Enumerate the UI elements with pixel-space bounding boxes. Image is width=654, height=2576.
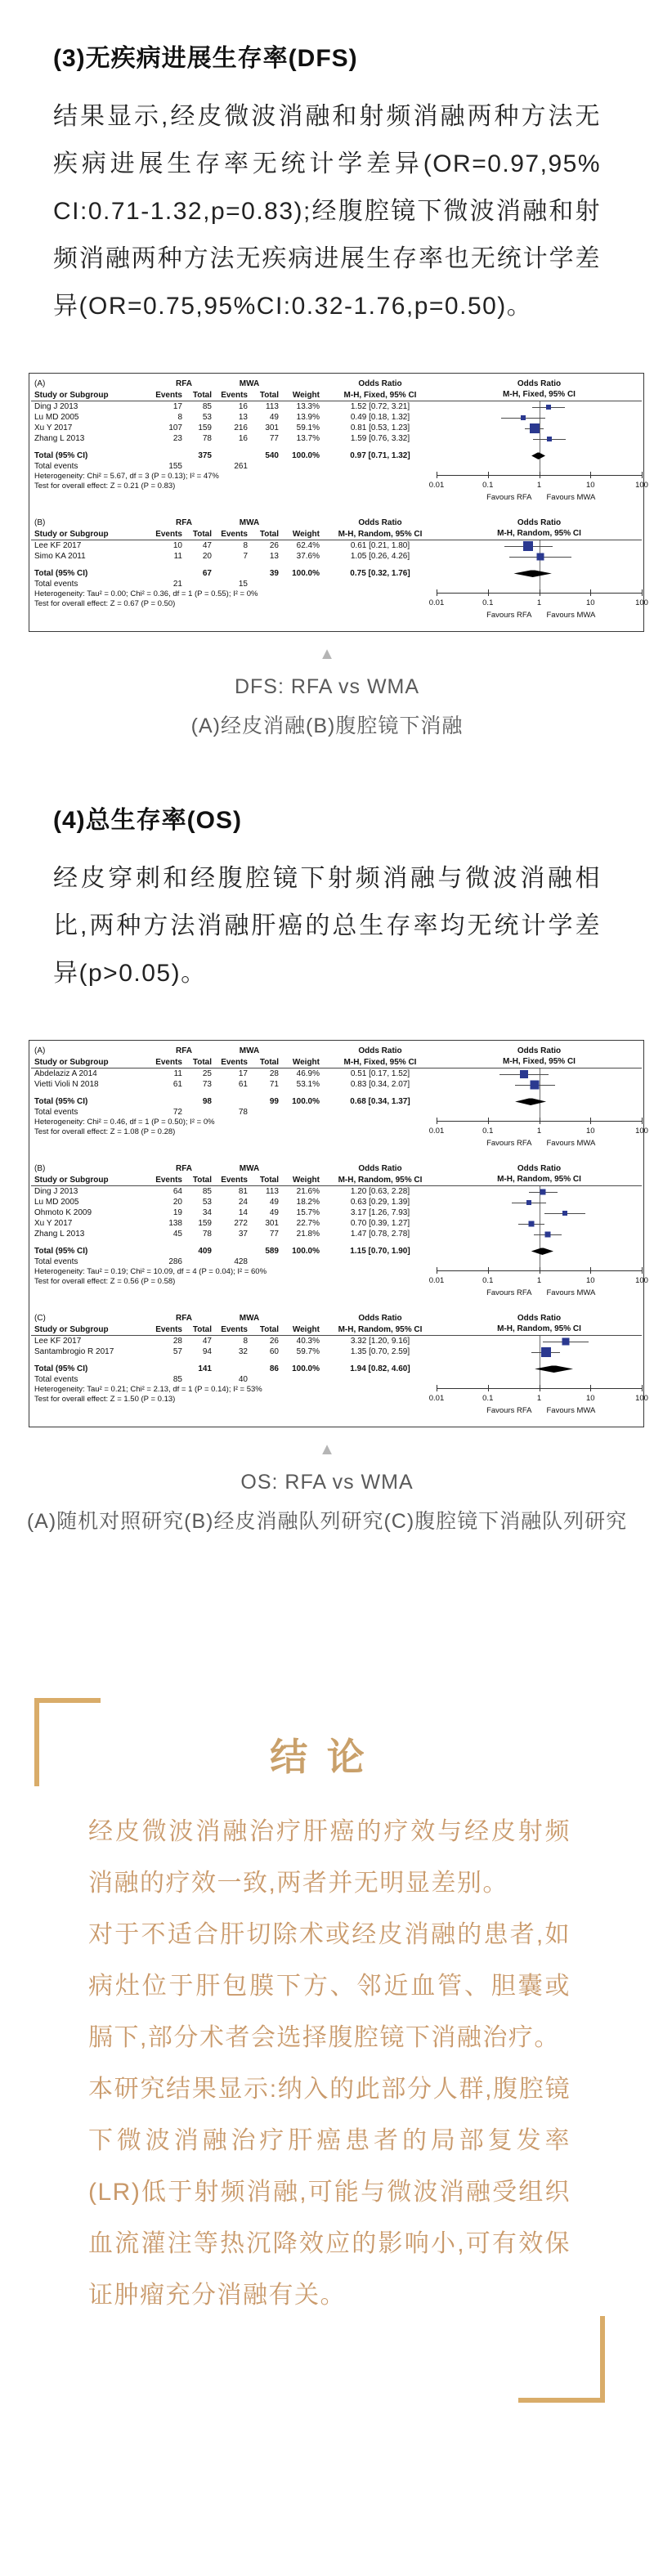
favours-labels [437,611,642,620]
favours-right-label: Favours MWA [546,1406,596,1415]
axis-tick-label: 1 [536,1127,542,1136]
study-name: Ohmoto K 2009 [34,1208,92,1217]
axis-tick-label: 1 [536,481,542,490]
favours-left-label: Favours RFA [486,1406,532,1415]
study-name: Vietti Violi N 2018 [34,1080,99,1089]
panel-label: (B) [34,1164,46,1173]
pooled-diamond-marker [531,1248,553,1255]
total-events-row: Total events 286 428 [31,1257,642,1267]
panel-header-groups: (A) RFA MWA Odds Ratio Odds Ratio [31,379,642,389]
axis-tick-label: 0.01 [428,1276,445,1285]
favours-right-label: Favours MWA [546,493,596,502]
study-name: Simo KA 2011 [34,552,86,561]
overall-effect-text: Test for overall effect: Z = 1.08 (P = 0.28) [34,1127,176,1136]
or-ci-text: 3.32 [1.20, 9.16] [350,1337,410,1346]
overall-effect-text: Test for overall effect: Z = 0.56 (P = 0.58) [34,1277,176,1286]
conclusion-paragraph-3: 本研究结果显示:纳入的此部分人群,腹腔镜下微波消融治疗肝癌患者的局部复发率(LR)低于射频消融,可能与微波消融受组织血流灌注等热沉降效应的影响小,可有效保证肿瘤充分消融有关。 [88,2076,571,2309]
conclusion-paragraph-1: 经皮微波消融治疗肝癌的疗效与经皮射频消融的疗效一致,两者并无明显差别。 [88,1818,571,1897]
study-name: Lee KF 2017 [34,541,82,550]
or-ci-text: 1.05 [0.26, 4.26] [350,552,410,561]
dfs-forest-plot-figure [29,373,648,632]
or-square-marker [526,1200,531,1205]
or-ci-text: 0.70 [0.39, 1.27] [350,1219,410,1228]
log-axis [428,1267,648,1305]
axis-tick-label: 1 [536,598,542,607]
axis-tick [642,1385,643,1391]
axis-tick [590,1385,591,1391]
favours-left-label: Favours RFA [486,1288,532,1297]
os-caption-subtitle: (A)随机对照研究(B)经皮消融队列研究(C)腹腔镜下消融队列研究 [26,1510,628,1533]
or-square-marker [536,553,544,560]
axis-tick [488,1385,489,1391]
forest-study-row: Lee KF 2017 28 47 8 26 40.3% 3.32 [1.20, 9.16] [31,1336,642,1346]
pooled-diamond-marker [515,1098,546,1105]
group1-header: RFA [176,379,192,388]
forest-study-row: Vietti Violi N 2018 61 73 61 71 53.1% 0.83 [0.34, 2.07] [31,1079,642,1090]
method-header: M-H, Fixed, 95% CI [343,390,417,400]
study-name: Zhang L 2013 [34,434,85,443]
corner-bracket-bottom-right-icon [518,2316,605,2403]
overall-effect-text: Test for overall effect: Z = 0.67 (P = 0.50) [34,599,176,608]
axis-tick-label: 10 [585,598,595,607]
or-square-marker [541,1347,551,1357]
study-name: Xu Y 2017 [34,1219,73,1228]
study-name: Santambrogio R 2017 [34,1347,114,1356]
favours-right-label: Favours MWA [546,1288,596,1297]
os-caption-title: OS: RFA vs WMA [240,1471,414,1494]
pooled-diamond-marker [513,570,551,577]
or-square-marker [546,405,551,410]
favours-labels [437,1139,642,1148]
effect-header: Odds Ratio [358,1164,402,1173]
panel-header-groups: (A) RFA MWA Odds Ratio Odds Ratio [31,1046,642,1056]
os-figure-caption [0,1440,654,1534]
forest-study-row: Ohmoto K 2009 19 34 14 49 15.7% 3.17 [1.26, 7.93] [31,1207,642,1218]
group2-header: MWA [239,379,260,388]
total-events-row: Total events 155 261 [31,461,642,472]
triangle-up-icon: ▲ [319,645,335,663]
or-ci-text: 0.49 [0.18, 1.32] [350,413,410,422]
favours-labels [437,493,642,502]
or-square-marker [562,1337,570,1345]
forest-panel-a [31,379,648,509]
study-column-header: Study or Subgroup [34,1057,109,1067]
axis-tick [488,1118,489,1124]
or-square-marker [562,1211,567,1216]
triangle-up-icon: ▲ [319,1440,335,1458]
axis-tick [590,1267,591,1274]
or-ci-text: 1.52 [0.72, 3.21] [350,402,410,411]
study-name: Abdelaziz A 2014 [34,1069,97,1078]
pooled-diamond-marker [531,452,545,459]
axis-tick-label: 0.1 [482,1276,494,1285]
forest-panel-c [31,1313,648,1422]
panel-header-groups: (B) RFA MWA Odds Ratio Odds Ratio [31,1163,642,1174]
axis-tick [488,1267,489,1274]
forest-study-row: Ding J 2013 64 85 81 113 21.6% 1.20 [0.63, 2.28] [31,1186,642,1197]
os-forest-plot-figure [29,1040,648,1427]
section-os-paragraph: 经皮穿刺和经腹腔镜下射频消融与微波消融相比,两种方法消融肝癌的总生存率均无统计学差异(p>0.05)。 [53,865,601,987]
or-ci-text: 3.17 [1.26, 7.93] [350,1208,410,1217]
axis-tick [590,1118,591,1124]
method-header: M-H, Fixed, 95% CI [343,1057,417,1067]
axis-tick-label: 0.1 [482,1394,494,1403]
axis-tick-label: 0.01 [428,481,445,490]
favours-labels [437,1288,642,1297]
axis-tick-label: 10 [585,481,595,490]
panel-header-columns: Study or Subgroup Events Total Events Total Weight M-H, Fixed, 95% CI M-H, Fixed, 95% CI [31,389,642,401]
total-row: Total (95% CI) 409 589 100.0% 1.15 [0.70, 1.90] [31,1246,642,1257]
axis-tick [642,1118,643,1124]
section-os-heading: (4)总生存率(OS) [53,807,242,834]
effect-header: Odds Ratio [358,1314,402,1323]
study-name: Ding J 2013 [34,402,78,411]
axis-tick-label: 0.1 [482,481,494,490]
dfs-caption-title: DFS: RFA vs WMA [234,675,420,698]
or-ci-text: 1.35 [0.70, 2.59] [350,1347,410,1356]
overall-effect-text: Test for overall effect: Z = 1.50 (P = 0.13) [34,1395,176,1404]
axis-tick-label: 1 [536,1394,542,1403]
or-ci-text: 1.20 [0.63, 2.28] [350,1187,410,1196]
axis-tick-label: 100 [635,1127,648,1136]
axis-tick [488,472,489,478]
axis-tick-label: 0.01 [428,598,445,607]
study-name: Xu Y 2017 [34,423,73,432]
group2-header: MWA [239,518,260,527]
heterogeneity-text: Heterogeneity: Tau² = 0.19; Chi² = 10.09, df = 4 (P = 0.04); I² = 60% [34,1267,267,1276]
method-header: M-H, Random, 95% CI [338,1324,423,1334]
or-square-marker [540,1189,546,1194]
axis-tick [642,472,643,478]
forest-study-row: Xu Y 2017 107 159 216 301 59.1% 0.81 [0.53, 1.23] [31,423,642,433]
group1-header: RFA [176,1314,192,1323]
total-events-row: Total events 85 40 [31,1374,642,1385]
or-square-marker [523,541,533,551]
group2-header: MWA [239,1046,260,1055]
favours-left-label: Favours RFA [486,493,532,502]
log-axis [428,1385,648,1422]
or-square-marker [530,423,540,433]
effect-header: Odds Ratio [358,1046,402,1055]
axis-tick-label: 100 [635,598,648,607]
total-row: Total (95% CI) 67 39 100.0% 0.75 [0.32, 1.76] [31,568,642,579]
heterogeneity-text: Heterogeneity: Tau² = 0.00; Chi² = 0.36, df = 1 (P = 0.55); I² = 0% [34,589,258,598]
panel-header-columns: Study or Subgroup Events Total Events Total Weight M-H, Random, 95% CI M-H, Random, 95% CI [31,1324,642,1336]
conclusion-paragraph-2: 对于不适合肝切除术或经皮消融的患者,如病灶位于肝包膜下方、邻近血管、胆囊或膈下,部分术者会选择腹腔镜下消融治疗。 [88,1921,571,2051]
forest-panel-a [31,1046,648,1155]
panel-label: (C) [34,1314,46,1323]
log-axis [428,1118,648,1155]
log-axis [428,589,648,627]
axis-tick-label: 10 [585,1276,595,1285]
dfs-caption-subtitle: (A)经皮消融(B)腹腔镜下消融 [190,715,464,737]
group1-header: RFA [176,1046,192,1055]
heterogeneity-text: Heterogeneity: Chi² = 0.46, df = 1 (P = 0.50); I² = 0% [34,1118,215,1127]
favours-right-label: Favours MWA [546,1139,596,1148]
total-events-row: Total events 72 78 [31,1107,642,1118]
overall-effect-text: Test for overall effect: Z = 0.21 (P = 0.83) [34,482,176,491]
study-column-header: Study or Subgroup [34,529,109,539]
or-ci-text: 0.63 [0.29, 1.39] [350,1198,410,1207]
axis-tick-label: 10 [585,1394,595,1403]
forest-study-row: Lu MD 2005 8 53 13 49 13.9% 0.49 [0.18, 1.32] [31,412,642,423]
panel-label: (A) [34,1046,46,1055]
study-column-header: Study or Subgroup [34,1324,109,1334]
study-name: Zhang L 2013 [34,1230,85,1239]
forest-study-row: Zhang L 2013 23 78 16 77 13.7% 1.59 [0.76, 3.32] [31,433,642,444]
or-ci-text: 0.61 [0.21, 1.80] [350,541,410,550]
effect-header: Odds Ratio [358,518,402,527]
favours-left-label: Favours RFA [486,611,532,620]
or-ci-text: 0.81 [0.53, 1.23] [350,423,410,432]
axis-tick-label: 100 [635,1276,648,1285]
or-ci-text: 0.83 [0.34, 2.07] [350,1080,410,1089]
panel-header-groups: (B) RFA MWA Odds Ratio Odds Ratio [31,517,642,528]
axis-tick-label: 0.1 [482,598,494,607]
study-name: Lu MD 2005 [34,413,79,422]
or-square-marker [544,1231,550,1237]
or-square-marker [547,437,552,441]
axis-tick [590,589,591,596]
panel-label: (B) [34,518,46,527]
forest-study-row: Ding J 2013 17 85 16 113 13.3% 1.52 [0.72, 3.21] [31,401,642,412]
total-events-row: Total events 21 15 [31,579,642,589]
or-square-marker [521,415,526,420]
forest-study-row: Zhang L 2013 45 78 37 77 21.8% 1.47 [0.78, 2.78] [31,1229,642,1239]
or-square-marker [528,1221,534,1226]
axis-tick-label: 0.01 [428,1394,445,1403]
section-dfs-paragraph: 结果显示,经皮微波消融和射频消融两种方法无疾病进展生存率无统计学差异(OR=0.97,95% CI:0.71-1.32,p=0.83);经腹腔镜下微波消融和射频消融两种方法无疾病进展生存率也无统计学差异(OR=0.75,95%CI:0.32-1.76,p=0.50)。 [53,103,601,320]
forest-study-row: Lu MD 2005 20 53 24 49 18.2% 0.63 [0.29, 1.39] [31,1197,642,1207]
method-header: M-H, Random, 95% CI [338,529,423,539]
dfs-figure-caption [0,645,654,739]
or-ci-text: 0.51 [0.17, 1.52] [350,1069,410,1078]
panel-header-groups: (C) RFA MWA Odds Ratio Odds Ratio [31,1313,642,1324]
conclusion-title: 结 论 [270,1736,370,1778]
forest-panel-b [31,1163,648,1305]
group2-header: MWA [239,1164,260,1173]
axis-tick-label: 100 [635,481,648,490]
study-name: Lee KF 2017 [34,1337,82,1346]
group1-header: RFA [176,1164,192,1173]
corner-bracket-top-left-icon [34,1698,101,1786]
axis-tick [590,472,591,478]
effect-header: Odds Ratio [358,379,402,388]
forest-panel-b [31,517,648,627]
favours-right-label: Favours MWA [546,611,596,620]
or-square-marker [520,1070,528,1078]
method-header: M-H, Random, 95% CI [338,1175,423,1185]
axis-tick-label: 100 [635,1394,648,1403]
study-column-header: Study or Subgroup [34,1175,109,1185]
axis-tick [642,1267,643,1274]
axis-tick-label: 10 [585,1127,595,1136]
group1-header: RFA [176,518,192,527]
panel-label: (A) [34,379,46,388]
panel-header-columns: Study or Subgroup Events Total Events Total Weight M-H, Random, 95% CI M-H, Random, 95% CI [31,528,642,540]
axis-tick [642,589,643,596]
forest-study-row: Santambrogio R 2017 57 94 32 60 59.7% 1.35 [0.70, 2.59] [31,1346,642,1357]
heterogeneity-text: Heterogeneity: Tau² = 0.21; Chi² = 2.13, df = 1 (P = 0.14); I² = 53% [34,1385,262,1394]
pooled-diamond-marker [535,1365,573,1373]
study-name: Ding J 2013 [34,1187,78,1196]
forest-study-row: Xu Y 2017 138 159 272 301 22.7% 0.70 [0.39, 1.27] [31,1218,642,1229]
section-dfs-heading: (3)无疾病进展生存率(DFS) [53,45,358,72]
or-ci-text: 1.59 [0.76, 3.32] [350,434,410,443]
or-ci-text: 1.47 [0.78, 2.78] [350,1230,410,1239]
forest-study-row: Lee KF 2017 10 47 8 26 62.4% 0.61 [0.21, 1.80] [31,540,642,551]
axis-tick-label: 1 [536,1276,542,1285]
total-row: Total (95% CI) 98 99 100.0% 0.68 [0.34, 1.37] [31,1096,642,1107]
favours-labels [437,1406,642,1415]
forest-study-row: Abdelaziz A 2014 11 25 17 28 46.9% 0.51 [0.17, 1.52] [31,1068,642,1079]
log-axis [428,472,648,509]
total-row: Total (95% CI) 141 86 100.0% 1.94 [0.82, 4.60] [31,1364,642,1374]
conclusion-section [34,1698,605,2403]
axis-tick [488,589,489,596]
study-column-header: Study or Subgroup [34,390,109,400]
forest-study-row: Simo KA 2011 11 20 7 13 37.6% 1.05 [0.26, 4.26] [31,551,642,562]
axis-tick-label: 0.01 [428,1127,445,1136]
or-square-marker [531,1080,540,1089]
panel-header-columns: Study or Subgroup Events Total Events Total Weight M-H, Fixed, 95% CI M-H, Fixed, 95% CI [31,1056,642,1068]
panel-header-columns: Study or Subgroup Events Total Events Total Weight M-H, Random, 95% CI M-H, Random, 95% CI [31,1174,642,1186]
heterogeneity-text: Heterogeneity: Chi² = 5.67, df = 3 (P = 0.13); I² = 47% [34,472,219,481]
study-name: Lu MD 2005 [34,1198,79,1207]
axis-tick-label: 0.1 [482,1127,494,1136]
favours-left-label: Favours RFA [486,1139,532,1148]
group2-header: MWA [239,1314,260,1323]
total-row: Total (95% CI) 375 540 100.0% 0.97 [0.71, 1.32] [31,450,642,461]
